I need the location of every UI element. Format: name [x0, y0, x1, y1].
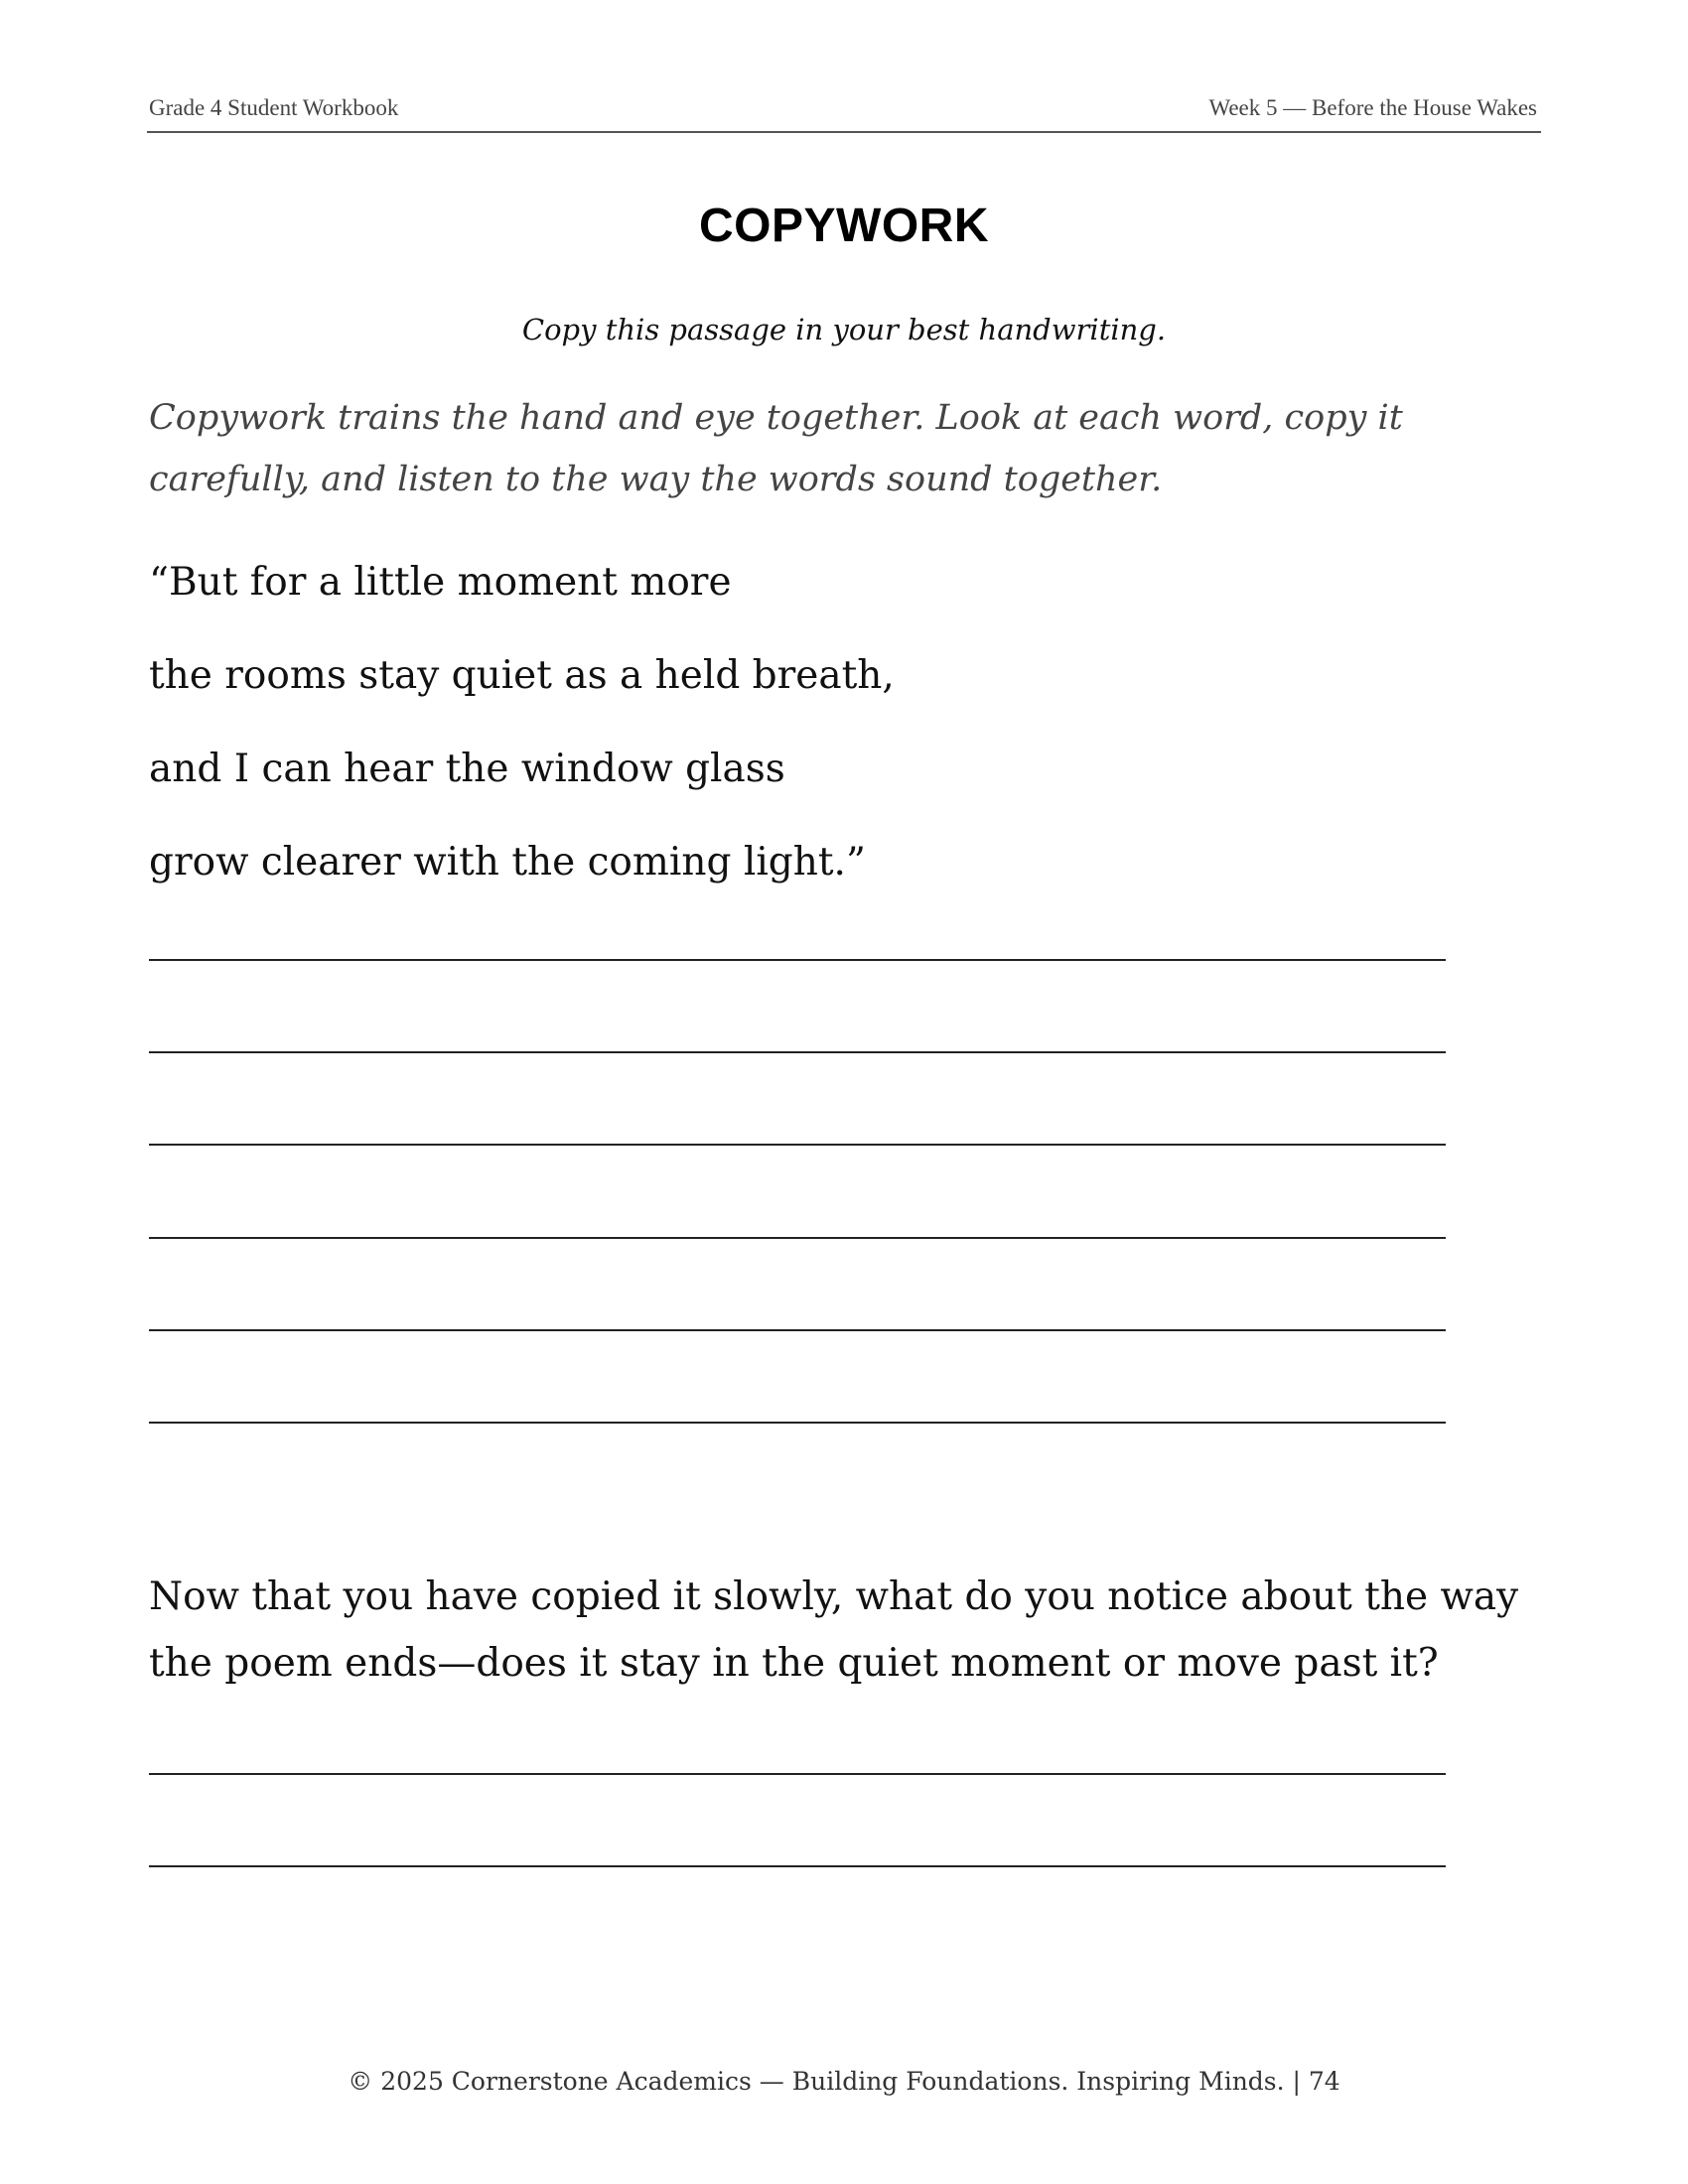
poem-passage [149, 536, 1440, 909]
copy-writing-line[interactable] [149, 1329, 1446, 1331]
workbook-title: Grade 4 Student Workbook [149, 95, 399, 120]
page-header [147, 95, 1541, 133]
intro-paragraph: Copywork trains the hand and eye together. Look at each word, copy it carefully, and listen to the way the words sound together. [149, 398, 1403, 499]
poem-line: and I can hear the window glass [149, 747, 785, 791]
poem-line: “But for a little moment more [149, 560, 732, 605]
instruction: Copy this passage in your best handwriting. [521, 313, 1167, 346]
answer-line[interactable] [149, 1773, 1446, 1775]
copy-writing-line[interactable] [149, 1422, 1446, 1424]
copy-writing-line[interactable] [149, 1237, 1446, 1239]
copy-writing-line[interactable] [149, 959, 1446, 961]
poem-line: the rooms stay quiet as a held breath, [149, 653, 895, 698]
copy-writing-line[interactable] [149, 1144, 1446, 1146]
page-title: COPYWORK [699, 200, 989, 252]
page-footer: © 2025 Cornerstone Academics — Building Foundations. Inspiring Minds. | 74 [348, 2067, 1340, 2096]
answer-line[interactable] [149, 1865, 1446, 1867]
reflection-question: Now that you have copied it slowly, what do you notice about the way the poem ends—does it stay in the quiet moment or move past it? [149, 1574, 1519, 1686]
poem-line: grow clearer with the coming light.” [149, 840, 866, 885]
copy-writing-line[interactable] [149, 1051, 1446, 1053]
week-title: Week 5 — Before the House Wakes [1208, 95, 1537, 120]
